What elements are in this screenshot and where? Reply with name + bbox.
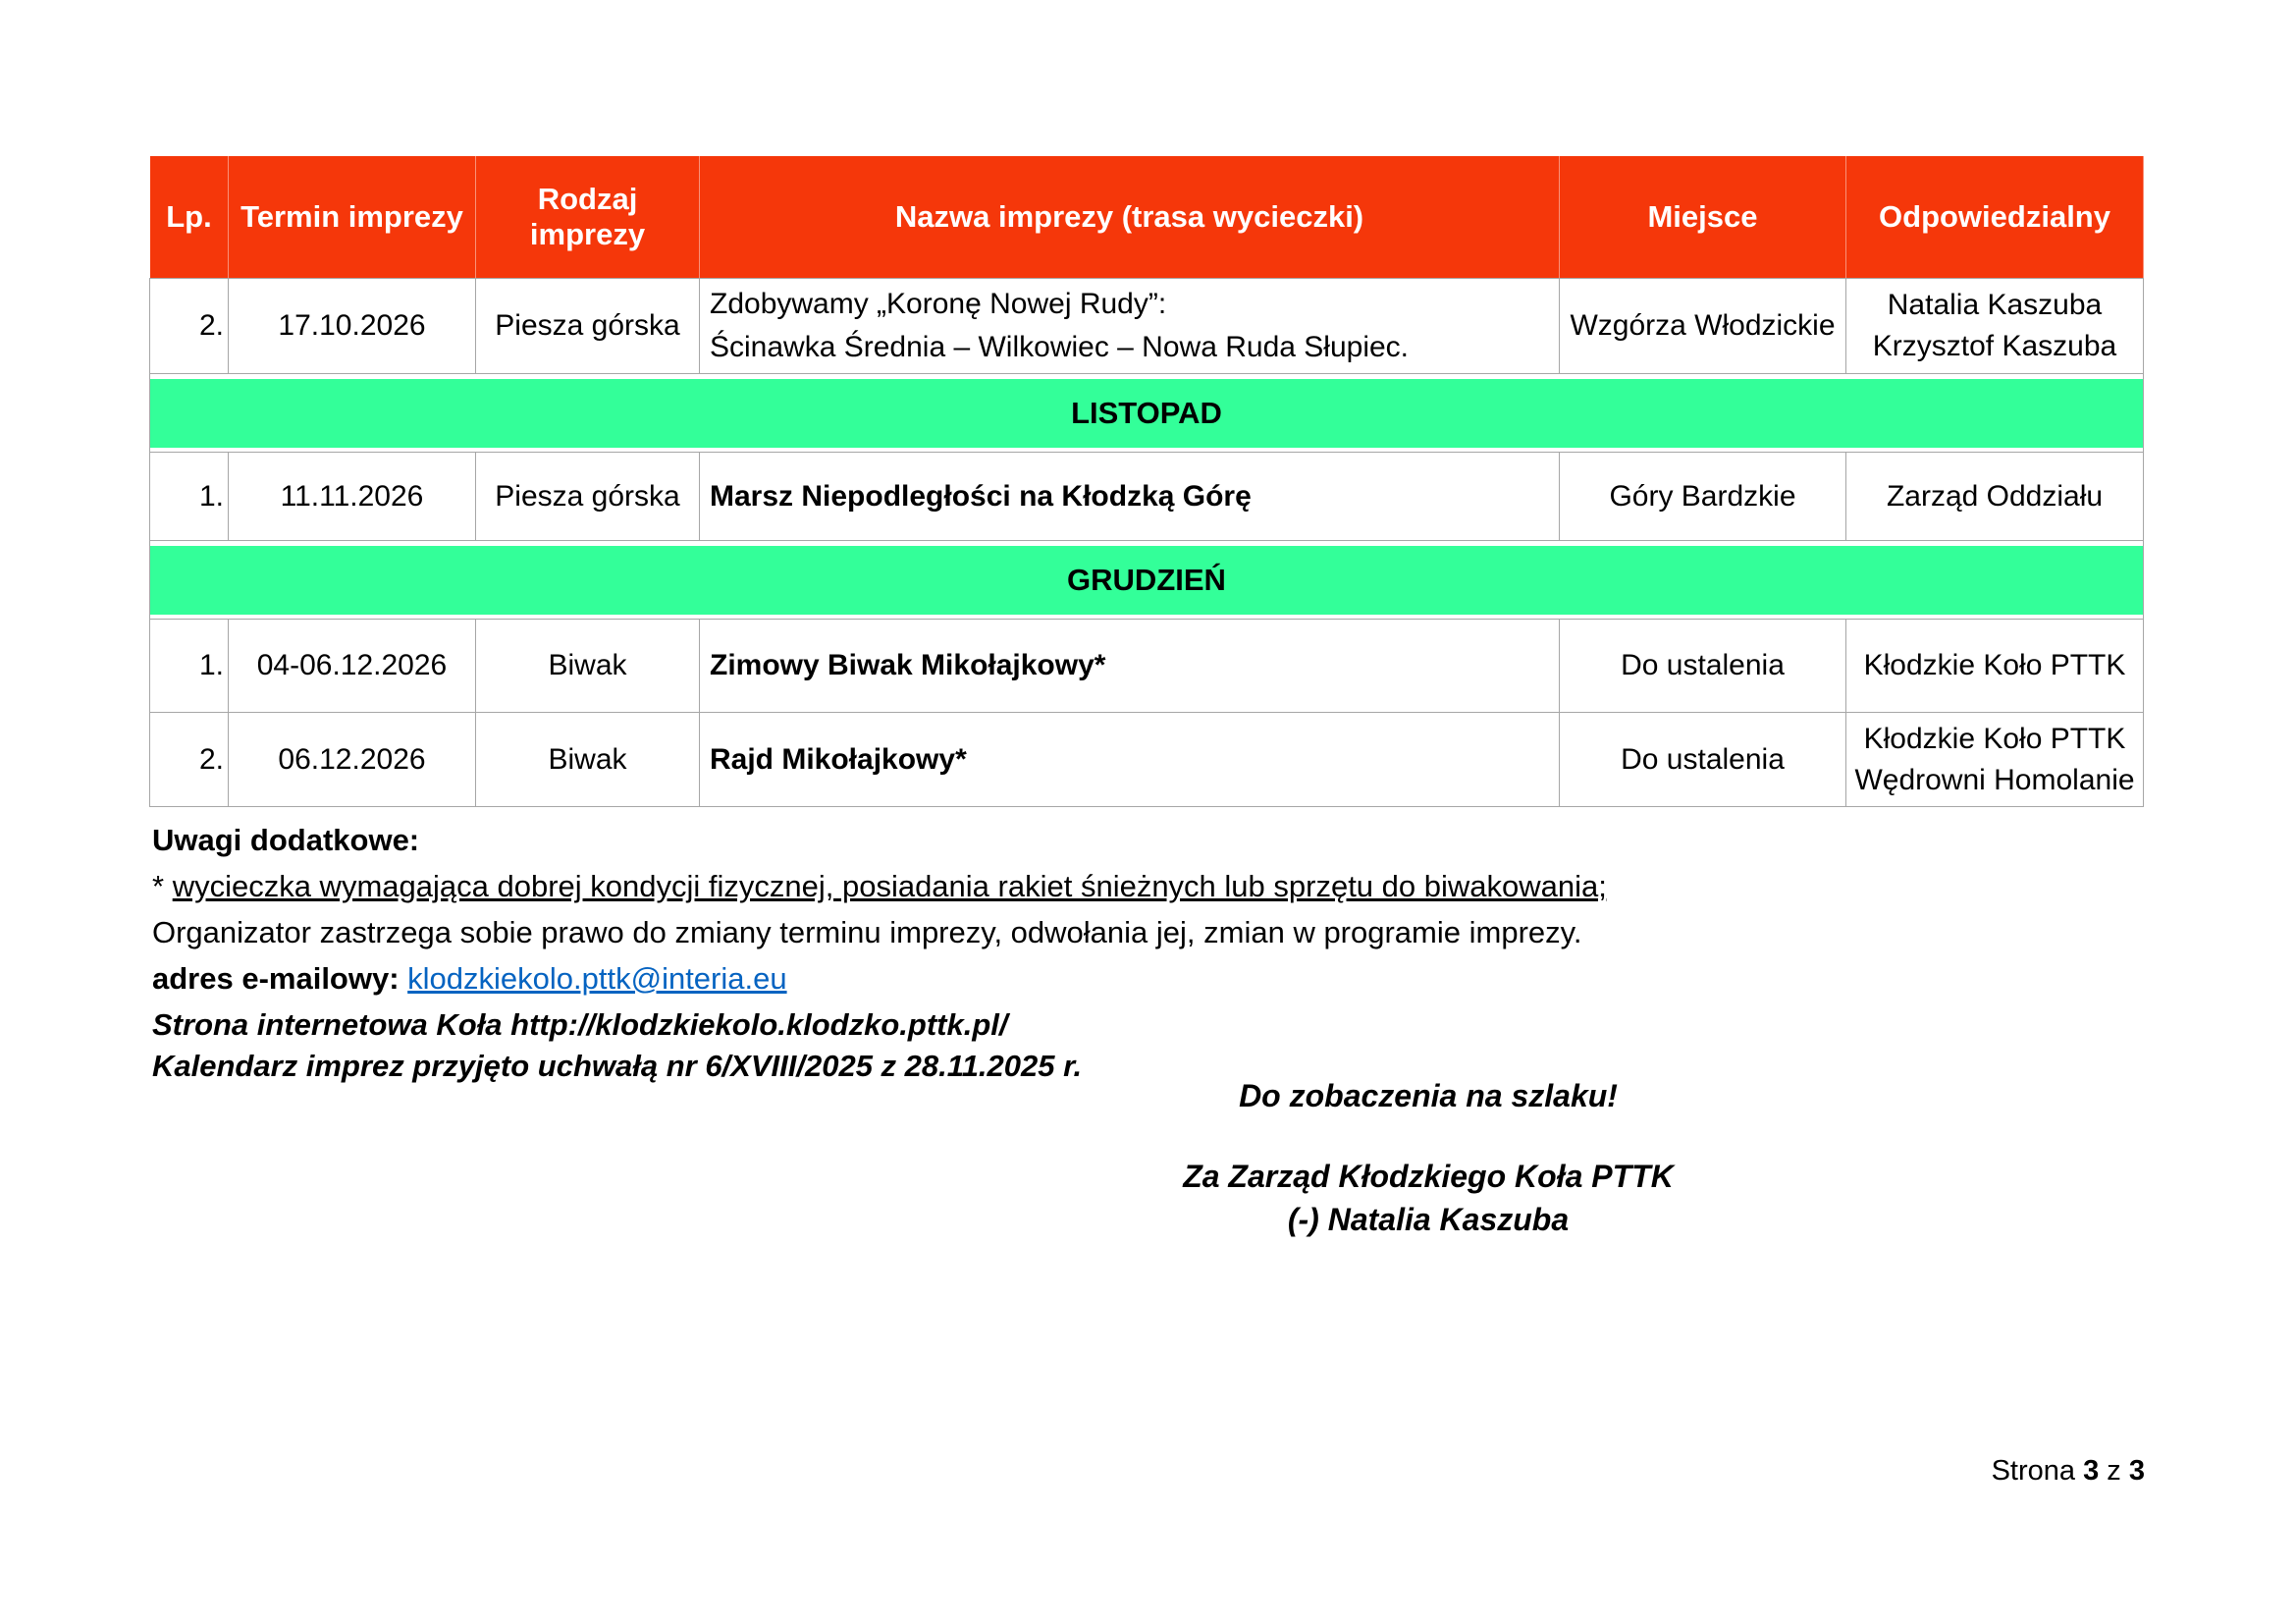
table-row: [150, 453, 2144, 541]
page-prefix: Strona: [1991, 1455, 2084, 1487]
page-current: 3: [2083, 1455, 2100, 1487]
notes-block: [152, 823, 1607, 1095]
section-row-grudzien: [150, 541, 2144, 620]
cell-termin: 17.10.2026: [229, 279, 476, 374]
cell-miejsce: Do ustalenia: [1560, 713, 1846, 807]
resolution-line: Kalendarz imprez przyjęto uchwałą nr 6/XVIII/2025 z 28.11.2025 r.: [152, 1049, 1083, 1083]
col-header-termin: Termin imprezy: [229, 156, 476, 279]
col-header-nazwa: Nazwa imprezy (trasa wycieczki): [700, 156, 1560, 279]
odp-line: Kłodzkie Koło PTTK: [1863, 722, 2126, 755]
closing-spacer: [560, 1117, 2296, 1155]
table-row: [150, 279, 2144, 374]
nazwa-line: Zdobywamy „Koronę Nowej Rudy”:: [710, 288, 1167, 320]
closing-block: [560, 1074, 2296, 1241]
footnote-line: [152, 869, 1607, 904]
cell-lp: 1.: [150, 453, 229, 541]
cell-odpowiedzialny: Kłodzkie Koło PTTK: [1846, 620, 2144, 713]
cell-nazwa: Rajd Mikołajkowy*: [700, 713, 1560, 807]
cell-nazwa: Marsz Niepodległości na Kłodzką Górę: [700, 453, 1560, 541]
events-table: [149, 155, 2144, 807]
col-header-rodzaj: Rodzaj imprezy: [476, 156, 700, 279]
cell-lp: 2.: [150, 713, 229, 807]
cell-miejsce: Do ustalenia: [1560, 620, 1846, 713]
cell-miejsce: Góry Bardzkie: [1560, 453, 1846, 541]
col-header-miejsce: Miejsce: [1560, 156, 1846, 279]
cell-nazwa: [700, 279, 1560, 374]
signature-org: Za Zarząd Kłodzkiego Koła PTTK: [1183, 1159, 1674, 1194]
cell-rodzaj: Piesza górska: [476, 453, 700, 541]
email-line: [152, 961, 1607, 997]
cell-nazwa: Zimowy Biwak Mikołajkowy*: [700, 620, 1560, 713]
col-header-odpowiedzialny: Odpowiedzialny: [1846, 156, 2144, 279]
email-label: adres e-mailowy:: [152, 961, 408, 996]
odp-line: Natalia Kaszuba: [1887, 289, 2103, 321]
signature-name: (-) Natalia Kaszuba: [1287, 1202, 1570, 1237]
cell-lp: 1.: [150, 620, 229, 713]
cell-rodzaj: Biwak: [476, 620, 700, 713]
table-row: [150, 620, 2144, 713]
farewell-line: Do zobaczenia na szlaku!: [1239, 1078, 1618, 1113]
cell-odpowiedzialny: [1846, 279, 2144, 374]
disclaimer-line: Organizator zastrzega sobie prawo do zmiany terminu imprezy, odwołania jej, zmian w programie imprezy.: [152, 915, 1582, 949]
cell-rodzaj: Piesza górska: [476, 279, 700, 374]
page-number: [1992, 1455, 2145, 1488]
website-line: Strona internetowa Koła http://klodzkiekolo.klodzko.pttk.pl/: [152, 1007, 1008, 1042]
nazwa-line: Ścinawka Średnia – Wilkowiec – Nowa Ruda Słupiec.: [710, 331, 1410, 363]
cell-lp: 2.: [150, 279, 229, 374]
footnote-asterisk: *: [152, 869, 173, 903]
page-total: 3: [2128, 1455, 2145, 1487]
notes-heading: Uwagi dodatkowe:: [152, 823, 420, 857]
cell-odpowiedzialny: [1846, 713, 2144, 807]
cell-termin: 11.11.2026: [229, 453, 476, 541]
month-band: LISTOPAD: [150, 379, 2143, 448]
month-band: GRUDZIEŃ: [150, 546, 2143, 615]
table-row: [150, 713, 2144, 807]
section-cell: [150, 541, 2144, 620]
col-header-lp: Lp.: [150, 156, 229, 279]
section-cell: [150, 374, 2144, 453]
page-middle: z: [2099, 1455, 2129, 1487]
section-row-listopad: [150, 374, 2144, 453]
footnote-text: wycieczka wymagająca dobrej kondycji fizycznej, posiadania rakiet śnieżnych lub sprzętu do biwakowania;: [172, 869, 1607, 903]
table-header-row: [150, 156, 2144, 279]
email-link[interactable]: klodzkiekolo.pttk@interia.eu: [407, 961, 787, 996]
odp-line: Wędrowni Homolanie: [1854, 763, 2135, 796]
cell-odpowiedzialny: Zarząd Oddziału: [1846, 453, 2144, 541]
odp-line: Krzysztof Kaszuba: [1872, 330, 2117, 362]
cell-termin: 06.12.2026: [229, 713, 476, 807]
cell-termin: 04-06.12.2026: [229, 620, 476, 713]
cell-rodzaj: Biwak: [476, 713, 700, 807]
cell-miejsce: Wzgórza Włodzickie: [1560, 279, 1846, 374]
